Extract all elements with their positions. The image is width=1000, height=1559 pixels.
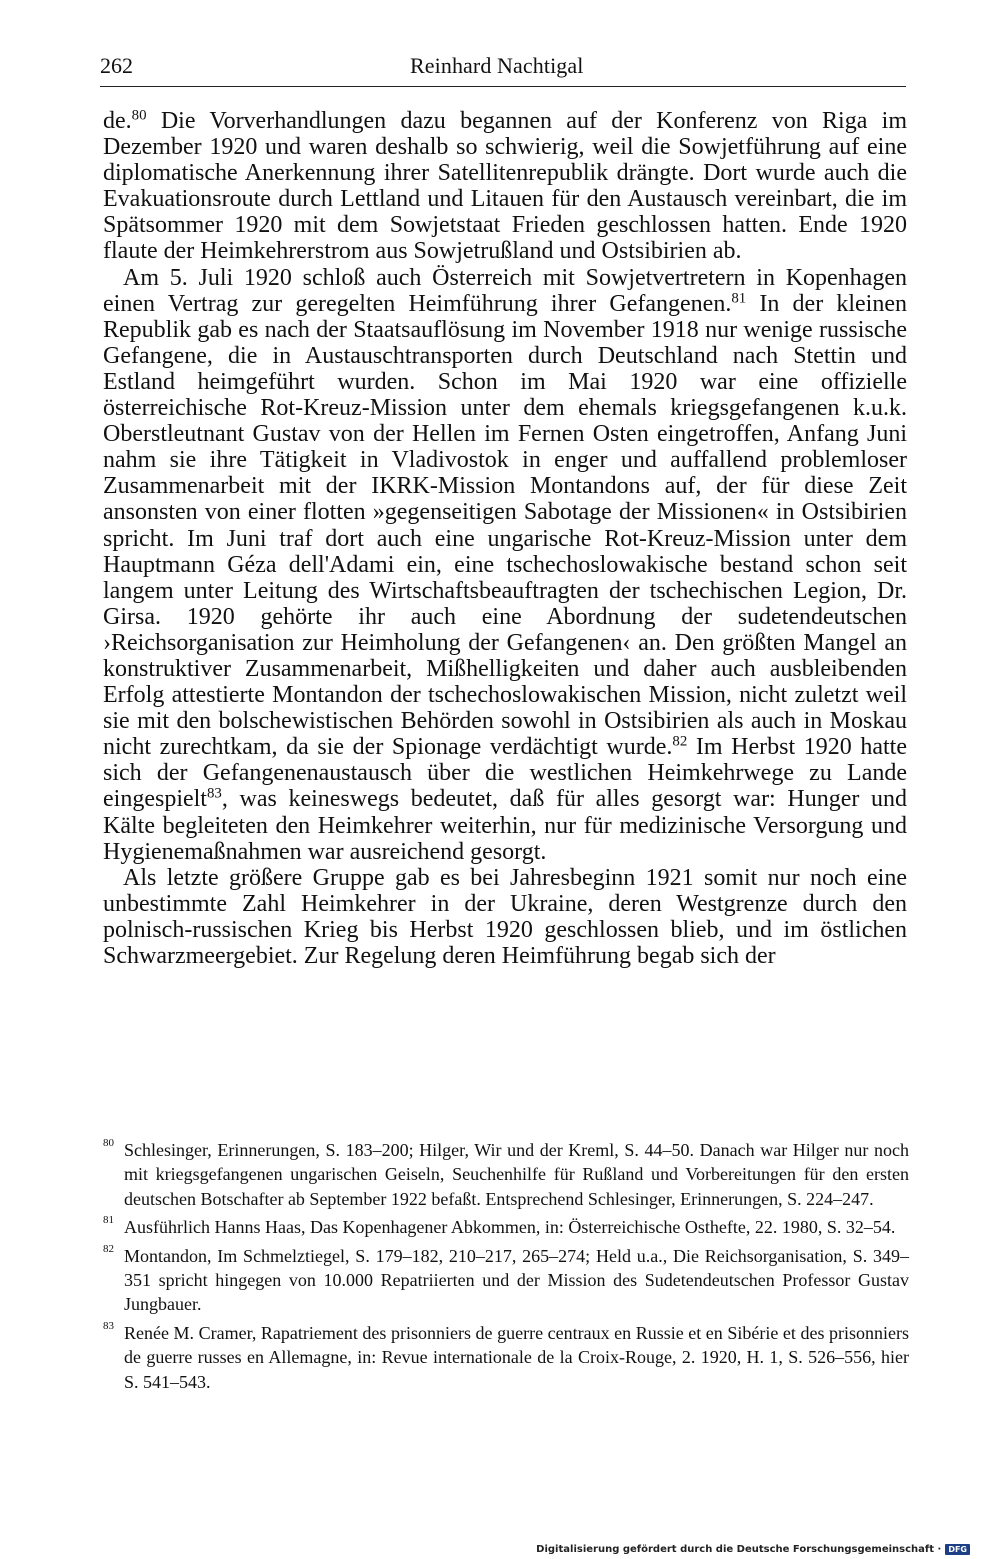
- footnote-83: [103, 1321, 909, 1394]
- footnote-number: 81: [103, 1214, 114, 1227]
- paragraph-3: Als letzte größere Gruppe gab es bei Jahresbeginn 1921 somit nur noch eine unbestimmte Zahl Heimkehrer in der Ukraine, deren Westgrenze durch den polnisch-russischen Krieg bis Herbst 1920 geschlossen blieb, und im östlichen Schwarzmeergebiet. Zur Regelung deren Heimführung begab sich der: [103, 864, 907, 969]
- paragraph-2-text-a: Am 5. Juli 1920 schloß auch Österreich mit Sowjetvertretern in Kopenhagen einen Vertrag zur geregelten Heimführung ihrer Gefangenen.: [103, 264, 907, 317]
- footnote-number: 83: [103, 1319, 114, 1332]
- page-number: 262: [100, 53, 133, 78]
- footnote-text: Schlesinger, Erinnerungen, S. 183–200; Hilger, Wir und der Kreml, S. 44–50. Danach war Hilger nur noch mit kriegsgefangenen ungarischen Geiseln, Seuchenhilfe für Rußland und Vorbereitungen für den ersten deutschen Botschafter ab September 1922 befaßt. Entsprechend Schlesinger, Erinnerungen, S. 224–247.: [124, 1140, 909, 1209]
- footnote-ref-82[interactable]: 82: [672, 733, 688, 750]
- dfg-logo: DFG: [945, 1544, 970, 1555]
- digitization-credit: [536, 1544, 970, 1555]
- paragraph-1-start: de.: [103, 108, 132, 134]
- footnote-text: Montandon, Im Schmelztiegel, S. 179–182, 210–217, 265–274; Held u.a., Die Reichsorganisation, S. 349–351 spricht hingegen von 10.000 Repatriierten und der Mission des Sudetendeutschen Professor Gustav Jungbauer.: [124, 1245, 909, 1315]
- footnotes: [103, 1138, 909, 1398]
- paragraph-1-text: Die Vorverhandlungen dazu begannen auf der Konferenz von Riga im Dezember 1920 und waren deshalb so schwierig, weil die Sowjetführung auf eine diplomatische Anerkennung ihrer Satellitenrepublik drängte. Dort wurde auch die Evakuationsroute durch Lettland und Litauen für den Austausch vereinbart, die im Spätsommer 1920 mit dem Sowjetstaat Frieden geschlossen hatten. Ende 1920 flaute der Heimkehrerstrom aus Sowjetrußland und Ostsibirien ab.: [103, 108, 907, 265]
- credit-text: Digitalisierung gefördert durch die Deutsche Forschungsgemeinschaft ·: [536, 1544, 942, 1555]
- footnote-text: Ausführlich Hanns Haas, Das Kopenhagener Abkommen, in: Österreichische Osthefte, 22. 1980, S. 32–54.: [124, 1217, 896, 1238]
- running-head-author: Reinhard Nachtigal: [410, 53, 584, 78]
- paragraph-1: [103, 108, 907, 265]
- footnote-80: [103, 1138, 909, 1211]
- footnote-ref-83[interactable]: 83: [206, 785, 222, 802]
- paragraph-2-text-c: Im Herbst 1920 hatte sich der Gefangenenaustausch über die westlichen Heimkehrwege zu Lande eingespielt: [103, 734, 907, 813]
- footnote-ref-81[interactable]: 81: [731, 290, 747, 307]
- footnote-number: 80: [103, 1137, 114, 1149]
- footnote-ref-80[interactable]: 80: [131, 107, 147, 124]
- paragraph-2-text-b: In der kleinen Republik gab es nach der Staatsauflösung im November 1918 nur wenige russische Gefangene, die in Austauschtransporten durch Deutschland nach Stettin und Estland heimgeführt wurden. Schon im Mai 1920 war eine offizielle österreichische Rot-Kreuz-Mission unter dem ehemals kriegsgefangenen k.u.k. Oberstleutnant Gustav von der Hellen im Fernen Osten eingetroffen, Anfang Juni nahm sie ihre Tätigkeit in Vladivostok in enger und auffallend problemloser Zusammenarbeit mit der IKRK-Mission Montandons auf, der für diese Zeit ansonsten von einer flotten »gegenseitigen Sabotage der Missionen« in Ostsibirien spricht. Im Juni traf dort auch eine ungarische Rot-Kreuz-Mission unter dem Hauptmann Géza dell'Adami ein, eine tschechoslowakische bestand schon seit langem unter Leitung des Wirtschaftsbeauftragten der tschechischen Legion, Dr. Girsa. 1920 gehörte ihr auch eine Abordnung der sudetendeutschen ›Reichsorganisation zur Heimholung der Gefangenen‹ an. Den größten Mangel an konstruktiver Zusammenarbeit, Mißhelligkeiten und daher auch ausbleibenden Erfolg attestierte Montandon der tschechoslowakischen Mission, nicht zuletzt weil sie mit den bolschewistischen Behörden sowohl in Ostsibirien als auch in Moskau nicht zurechtkam, da sie der Spionage verdächtigt wurde.: [103, 290, 907, 761]
- page-header: [100, 52, 906, 87]
- paragraph-2: [103, 265, 907, 865]
- footnote-82: [103, 1244, 909, 1317]
- footnote-81: [103, 1215, 909, 1239]
- main-text: [103, 108, 907, 969]
- footnote-number: 82: [103, 1242, 114, 1255]
- paragraph-2-text-d: , was keineswegs bedeutet, daß für alles gesorgt war: Hunger und Kälte begleiteten den Heimkehrer weiterhin, nur für medizinische Versorgung und Hygienemaßnahmen war ausreichend gesorgt.: [103, 786, 907, 865]
- footnote-text: Renée M. Cramer, Rapatriement des prisonniers de guerre centraux en Russie et en Sibérie et des prisonniers de guerre russes en Allemagne, in: Revue internationale de la Croix-Rouge, 2. 1920, H. 1, S. 526–556, hier S. 541–543.: [124, 1322, 909, 1392]
